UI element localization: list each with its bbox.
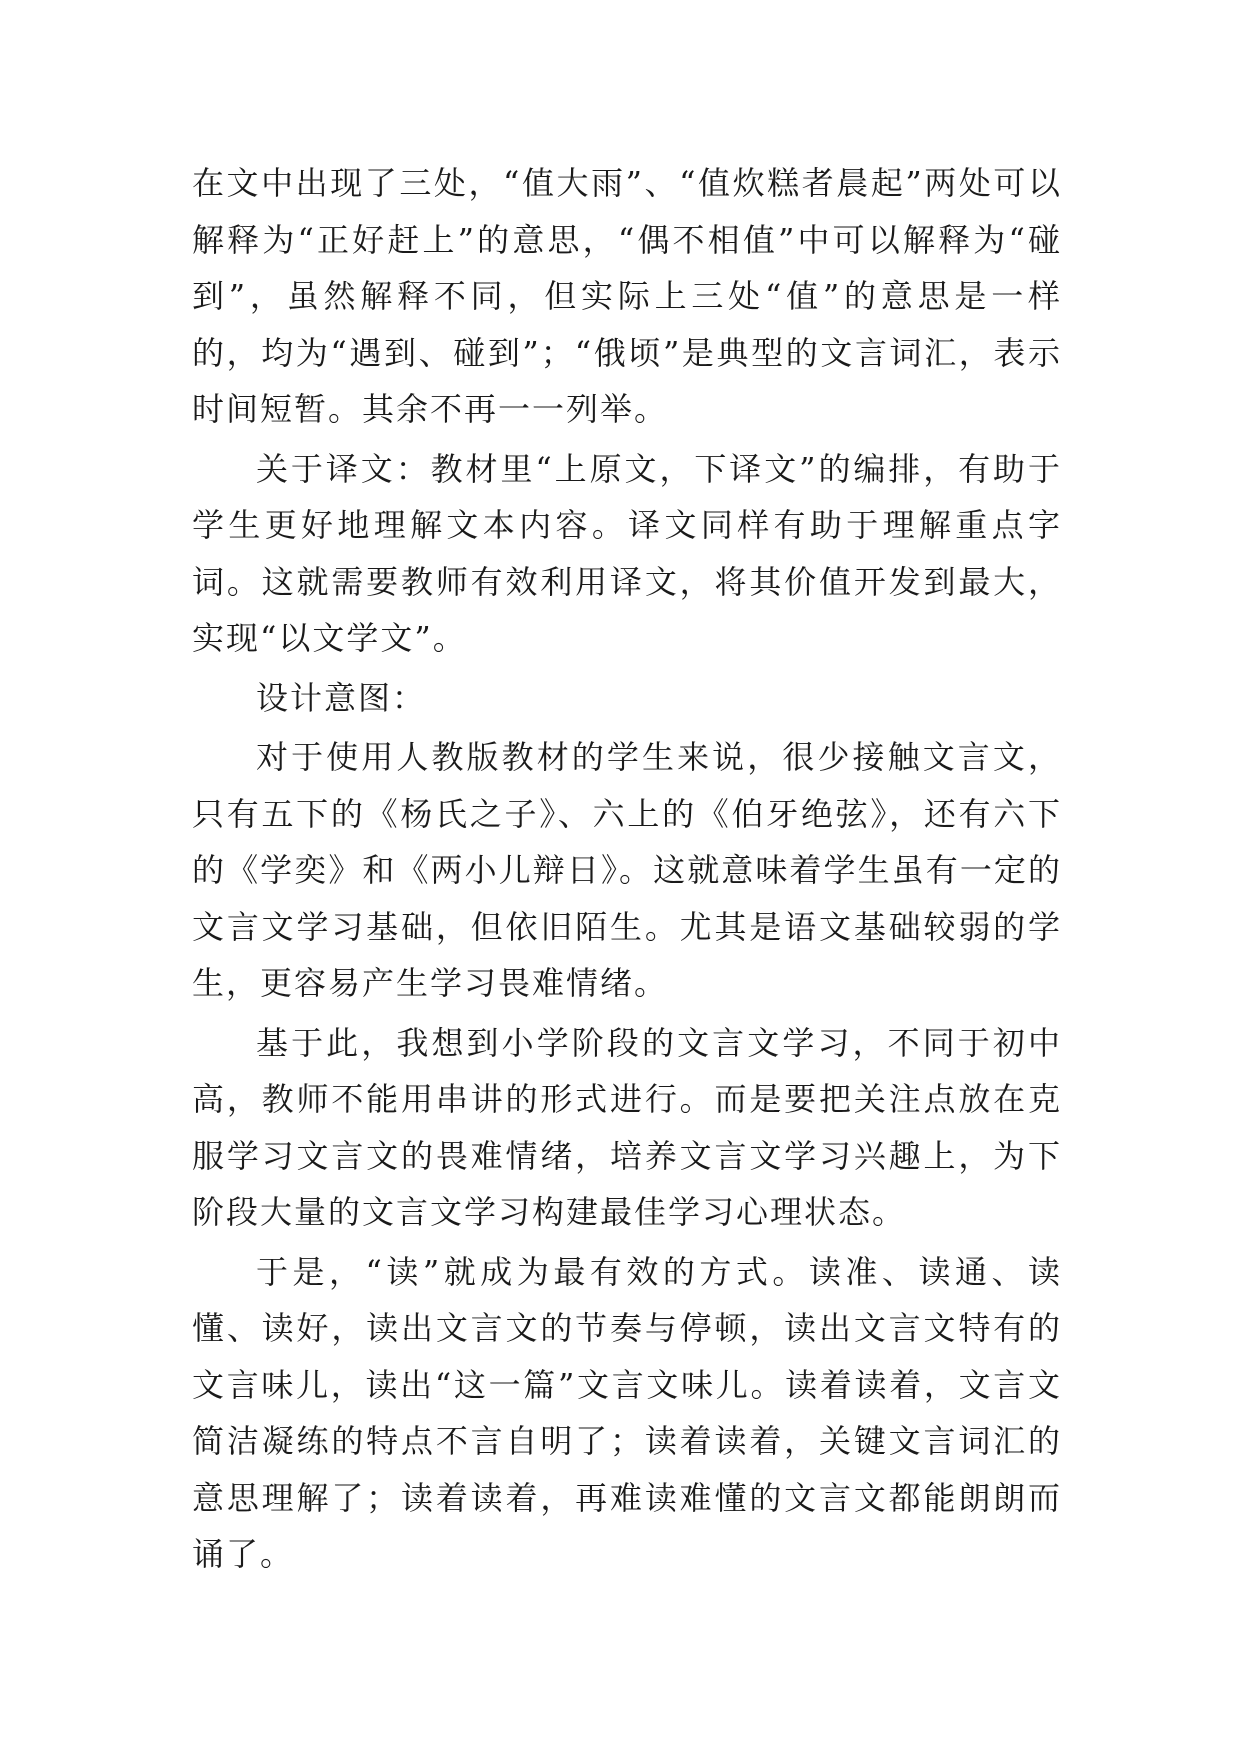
paragraph-translation: 关于译文：教材里“上原文，下译文”的编排，有助于学生更好地理解文本内容。译文同样有助于理解重点字词。这就需要教师有效利用译文，将其价值开发到最大，实现“以文学文”。 — [192, 449, 1062, 657]
paragraph-continued: 在文中出现了三处，“值大雨”、“值炊糕者晨起”两处可以解释为“正好赶上”的意思，“偶不相值”中可以解释为“碰到”，虽然解释不同，但实际上三处“值”的意思是一样的，均为“遇到、碰到”；“俄顷”是典型的文言词汇，表示时间短暂。其余不再一一列举。 — [192, 164, 1062, 428]
paragraph-students: 对于使用人教版教材的学生来说，很少接触文言文，只有五下的《杨氏之子》、六上的《伯牙绝弦》，还有六下的《学奕》和《两小儿辩日》。这就意味着学生虽有一定的文言文学习基础，但依旧陌生。尤其是语文基础较弱的学生，更容易产生学习畏难情绪。 — [192, 738, 1062, 1002]
paragraph-reading: 于是，“读”就成为最有效的方式。读准、读通、读懂、读好，读出文言文的节奏与停顿，读出文言文特有的文言味儿，读出“这一篇”文言文味儿。读着读着，文言文简洁凝练的特点不言自明了；读着读着，关键文言词汇的意思理解了；读着读着，再难读难懂的文言文都能朗朗而诵了。 — [192, 1252, 1062, 1573]
section-heading-design-intent: 设计意图： — [256, 678, 427, 717]
paragraph-basis: 基于此，我想到小学阶段的文言文学习，不同于初中高，教师不能用串讲的形式进行。而是要把关注点放在克服学习文言文的畏难情绪，培养文言文学习兴趣上，为下阶段大量的文言文学习构建最佳学习心理状态。 — [192, 1023, 1062, 1231]
document-body — [192, 155, 1062, 1586]
